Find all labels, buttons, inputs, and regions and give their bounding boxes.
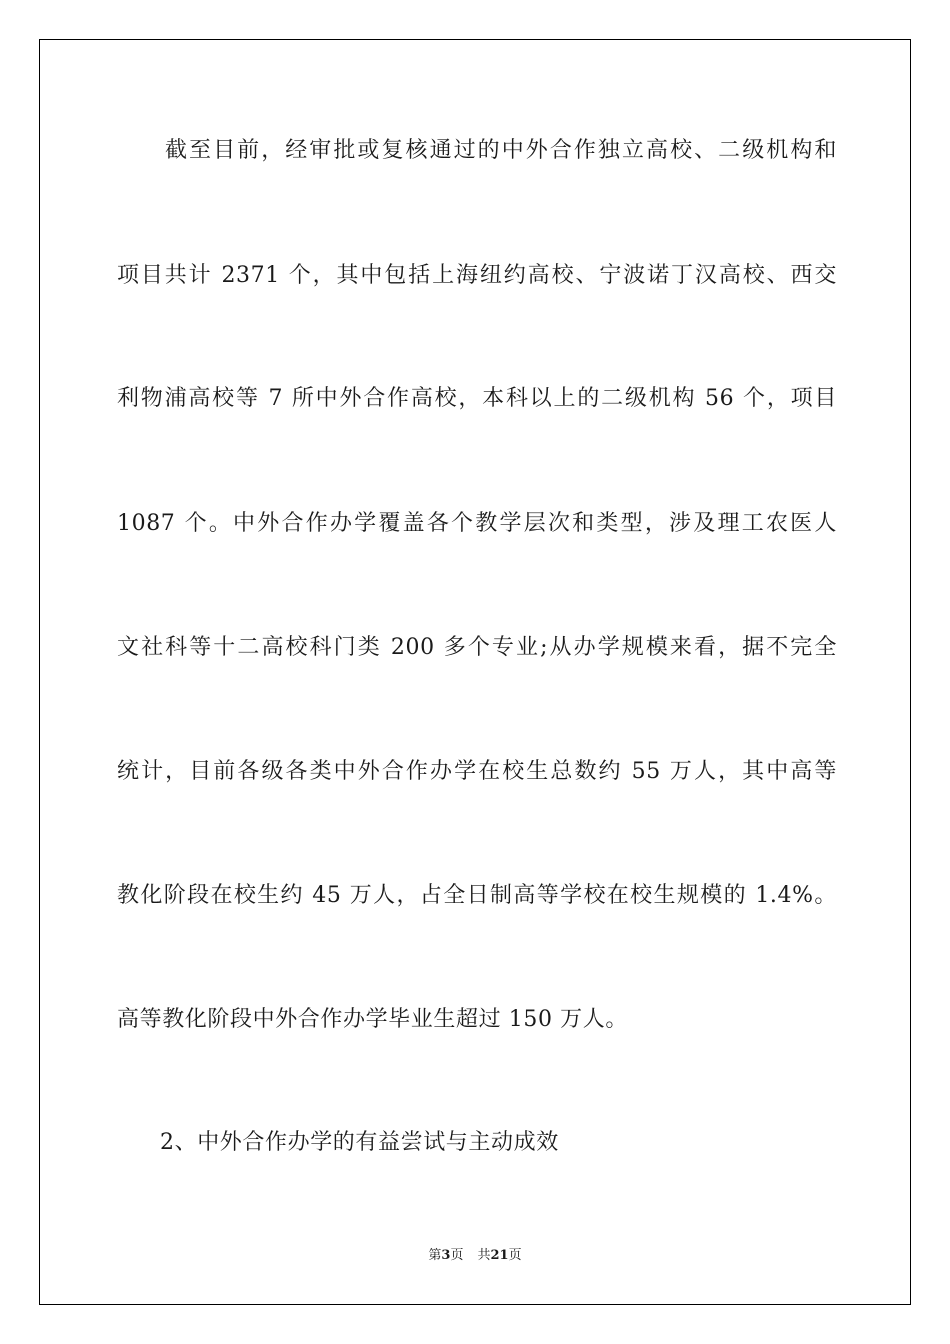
page-footer	[0, 1248, 950, 1264]
paragraph-line-3: 利物浦高校等 7 所中外合作高校，本科以上的二级机构 56 个，项目	[117, 386, 837, 411]
paragraph-line-1: 截至目前，经审批或复核通过的中外合作独立高校、二级机构和	[165, 138, 837, 163]
paragraph-line-7: 教化阶段在校生约 45 万人，占全日制高等学校在校生规模的 1.4%。	[117, 883, 837, 908]
paragraph-line-2: 项目共计 2371 个，其中包括上海纽约高校、宁波诺丁汉高校、西交	[117, 263, 837, 288]
paragraph-line-6: 统计，目前各级各类中外合作办学在校生总数约 55 万人，其中高等	[117, 759, 837, 784]
footer-total-prefix: 共	[477, 1248, 491, 1263]
paragraph-line-4: 1087 个。中外合作办学覆盖各个教学层次和类型，涉及理工农医人	[117, 511, 837, 536]
footer-page-prefix: 第	[428, 1248, 442, 1263]
paragraph-line-5: 文社科等十二高校科门类 200 多个专业;从办学规模来看，据不完全	[117, 635, 837, 660]
footer-page-number: 3	[441, 1248, 451, 1263]
footer-total-suffix: 页	[508, 1248, 522, 1263]
section-heading: 2、中外合作办学的有益尝试与主动成效	[160, 1130, 559, 1155]
page-border	[39, 39, 911, 1305]
footer-page-suffix: 页	[450, 1248, 464, 1263]
paragraph-line-8: 高等教化阶段中外合作办学毕业生超过 150 万人。	[117, 1007, 628, 1032]
footer-total-pages: 21	[490, 1248, 509, 1263]
